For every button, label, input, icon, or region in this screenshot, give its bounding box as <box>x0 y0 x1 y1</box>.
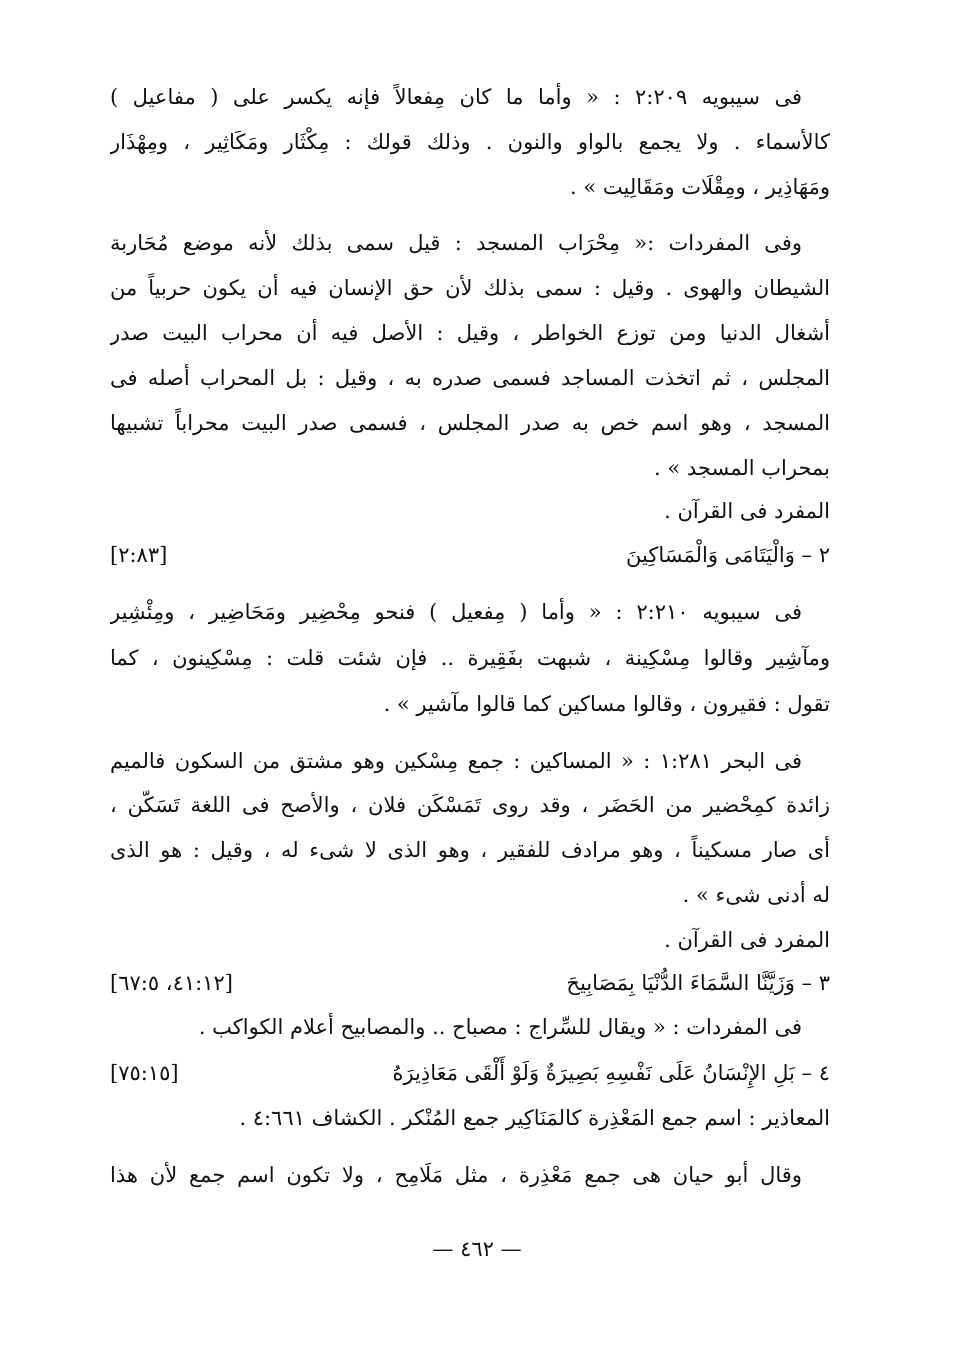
verse-text: ٣ – وَزَيَّنَّا السَّمَاءَ الدُّنْيَا بِمَصَابِيحَ <box>566 971 830 995</box>
text-line: بمحراب المسجد » . <box>654 456 830 480</box>
section-heading: المفرد فى القرآن . <box>664 928 830 952</box>
text-line: له أدنى شىء » . <box>682 883 830 907</box>
verse-reference: [٢:٨٣] <box>110 543 168 567</box>
verse-text: ٢ – وَالْيَتَامَى وَالْمَسَاكِينَ <box>626 543 830 567</box>
verse-text: ٤ – بَلِ الإِنْسَانُ عَلَى نَفْسِهِ بَصِيرَةٌ وَلَوْ أَلْقَى مَعَاذِيرَهُ <box>392 1061 830 1085</box>
text-line: ومآشِير وقالوا مِسْكِينة ، شبهت بفَقِيرة .. فإن شئت قلت : مِسْكِينون ، كما <box>110 646 830 670</box>
text-line: المجلس ، ثم اتخذت المساجد فسمى صدره به ، وقيل : بل المحراب أصله فى <box>110 366 830 390</box>
text-line: الشيطان والهوى . وقيل : سمى بذلك لأن حق الإنسان فيه أن يكون حربياً من <box>110 276 830 300</box>
text-line: كالأسماء . ولا يجمع بالواو والنون . وذلك قولك : مِكْثَار ومَكَاثِير ، ومِهْذَار <box>110 130 830 154</box>
text-line: فى المفردات : « ويقال للسِّراج : مصباح .. والمصابيح أعلام الكواكب . <box>198 1015 802 1039</box>
text-line: ومَهَاذِير ، ومِقْلَات ومَقَالِيت » . <box>569 175 830 199</box>
page-number: — ٤٦٢ — <box>432 1237 522 1261</box>
verse-reference: [٤١:١٢، ٦٧:٥] <box>110 971 233 995</box>
text-line: المسجد ، وهو اسم خص به صدر المجلس ، فسمى صدر البيت محراباً تشبيها <box>110 411 830 435</box>
text-line: وقال أبو حيان هى جمع مَعْذِرة ، مثل مَلَامِح ، ولا تكون اسم جمع لأن هذا <box>110 1163 802 1187</box>
verse-reference: [٧٥:١٥] <box>110 1061 179 1085</box>
text-line: المعاذير : اسم جمع المَعْذِرة كالمَنَاكِير جمع المُنْكر . الكشاف ٤:٦٦١ . <box>239 1106 830 1130</box>
text-line: فى البحر ١:٢٨١ : « المساكين : جمع مِسْكين وهو مشتق من السكون فالميم <box>110 749 802 773</box>
text-line: أى صار مسكيناً ، وهو مرادف للفقير ، وهو الذى لا شىء له ، وقيل : هو الذى <box>110 838 830 862</box>
text-line: تقول : فقيرون ، وقالوا مساكين كما قالوا مآشير » . <box>383 692 830 716</box>
text-line: زائدة كمِحْضير من الحَضَر ، وقد روى تَمَسْكَن فلان ، والأصح فى اللغة تَسَكَّن ، <box>110 793 830 817</box>
text-line: فى سيبويه ٢:٢١٠ : « وأما ( مِفعيل ) فنحو مِحْضِير ومَحَاضِير ، ومِئْشِير <box>110 600 802 624</box>
text-line: وفى المفردات :« مِحْرَاب المسجد : قيل سمى بذلك لأنه موضع مُحَاربة <box>110 231 802 255</box>
section-heading: المفرد فى القرآن . <box>664 499 830 523</box>
text-line: فى سيبويه ٢:٢٠٩ : « وأما ما كان مِفعالاً فإنه يكسر على ( مفاعيل ) <box>110 85 802 109</box>
text-line: أشغال الدنيا ومن توزع الخواطر ، وقيل : الأصل فيه أن محراب البيت صدر <box>110 321 830 345</box>
